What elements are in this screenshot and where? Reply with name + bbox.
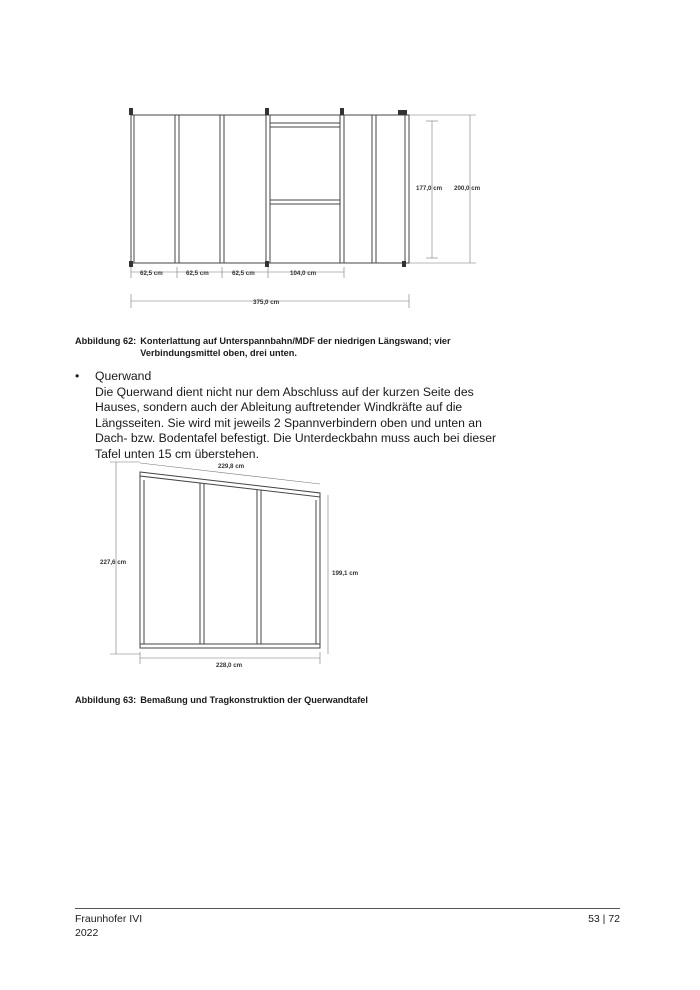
dim-height-total: 200,0 cm — [454, 185, 481, 192]
footer-year: 2022 — [75, 927, 99, 939]
bullet-section — [75, 369, 515, 462]
dim-right: 199,1 cm — [332, 570, 359, 577]
caption-number: Abbildung 62: — [75, 336, 137, 346]
dim-left: 227,6 cm — [100, 559, 127, 566]
figure-63-caption — [75, 694, 495, 706]
dim-seg2: 62,5 cm — [186, 270, 209, 277]
bullet-title: Querwand — [95, 369, 152, 383]
dim-total: 375,0 cm — [253, 299, 280, 306]
figure-62-drawing — [118, 98, 490, 316]
footer-divider — [75, 908, 620, 909]
footer-page-number: 53 | 72 — [588, 913, 620, 925]
figure-63-drawing — [92, 458, 372, 676]
bullet-symbol: • — [75, 369, 80, 383]
wall-elevation-drawing — [118, 98, 490, 316]
cross-wall-drawing — [92, 458, 372, 676]
dim-top: 229,8 cm — [218, 463, 245, 470]
figure-62-caption — [75, 335, 495, 359]
dim-seg1: 62,5 cm — [140, 270, 163, 277]
caption-text: Konterlattung auf Unterspannbahn/MDF der niedrigen Längswand; vier Verbindungsmittel oben, drei unten. — [140, 336, 451, 358]
dim-seg3: 62,5 cm — [232, 270, 255, 277]
footer-org: Fraunhofer IVI — [75, 913, 143, 925]
bullet-paragraph: Die Querwand dient nicht nur dem Abschluss auf der kurzen Seite des Hauses, sondern auch der Ableitung auftretender Windkräfte auf die Längsseiten. Sie wird mit jeweils 2 Spannverbindern oben und unten an Dach- bzw. Bodentafel befestigt. Die Unterdeckbahn muss auch bei dieser Tafel unten 15 cm überstehen. — [95, 384, 497, 461]
caption-number: Abbildung 63: — [75, 695, 137, 705]
dim-height-inner: 177,0 cm — [416, 185, 443, 192]
dim-bottom: 228,0 cm — [216, 662, 243, 669]
dim-seg4: 104,0 cm — [290, 270, 317, 277]
caption-text: Bemaßung und Tragkonstruktion der Querwandtafel — [140, 695, 368, 705]
footer-left — [75, 912, 142, 940]
